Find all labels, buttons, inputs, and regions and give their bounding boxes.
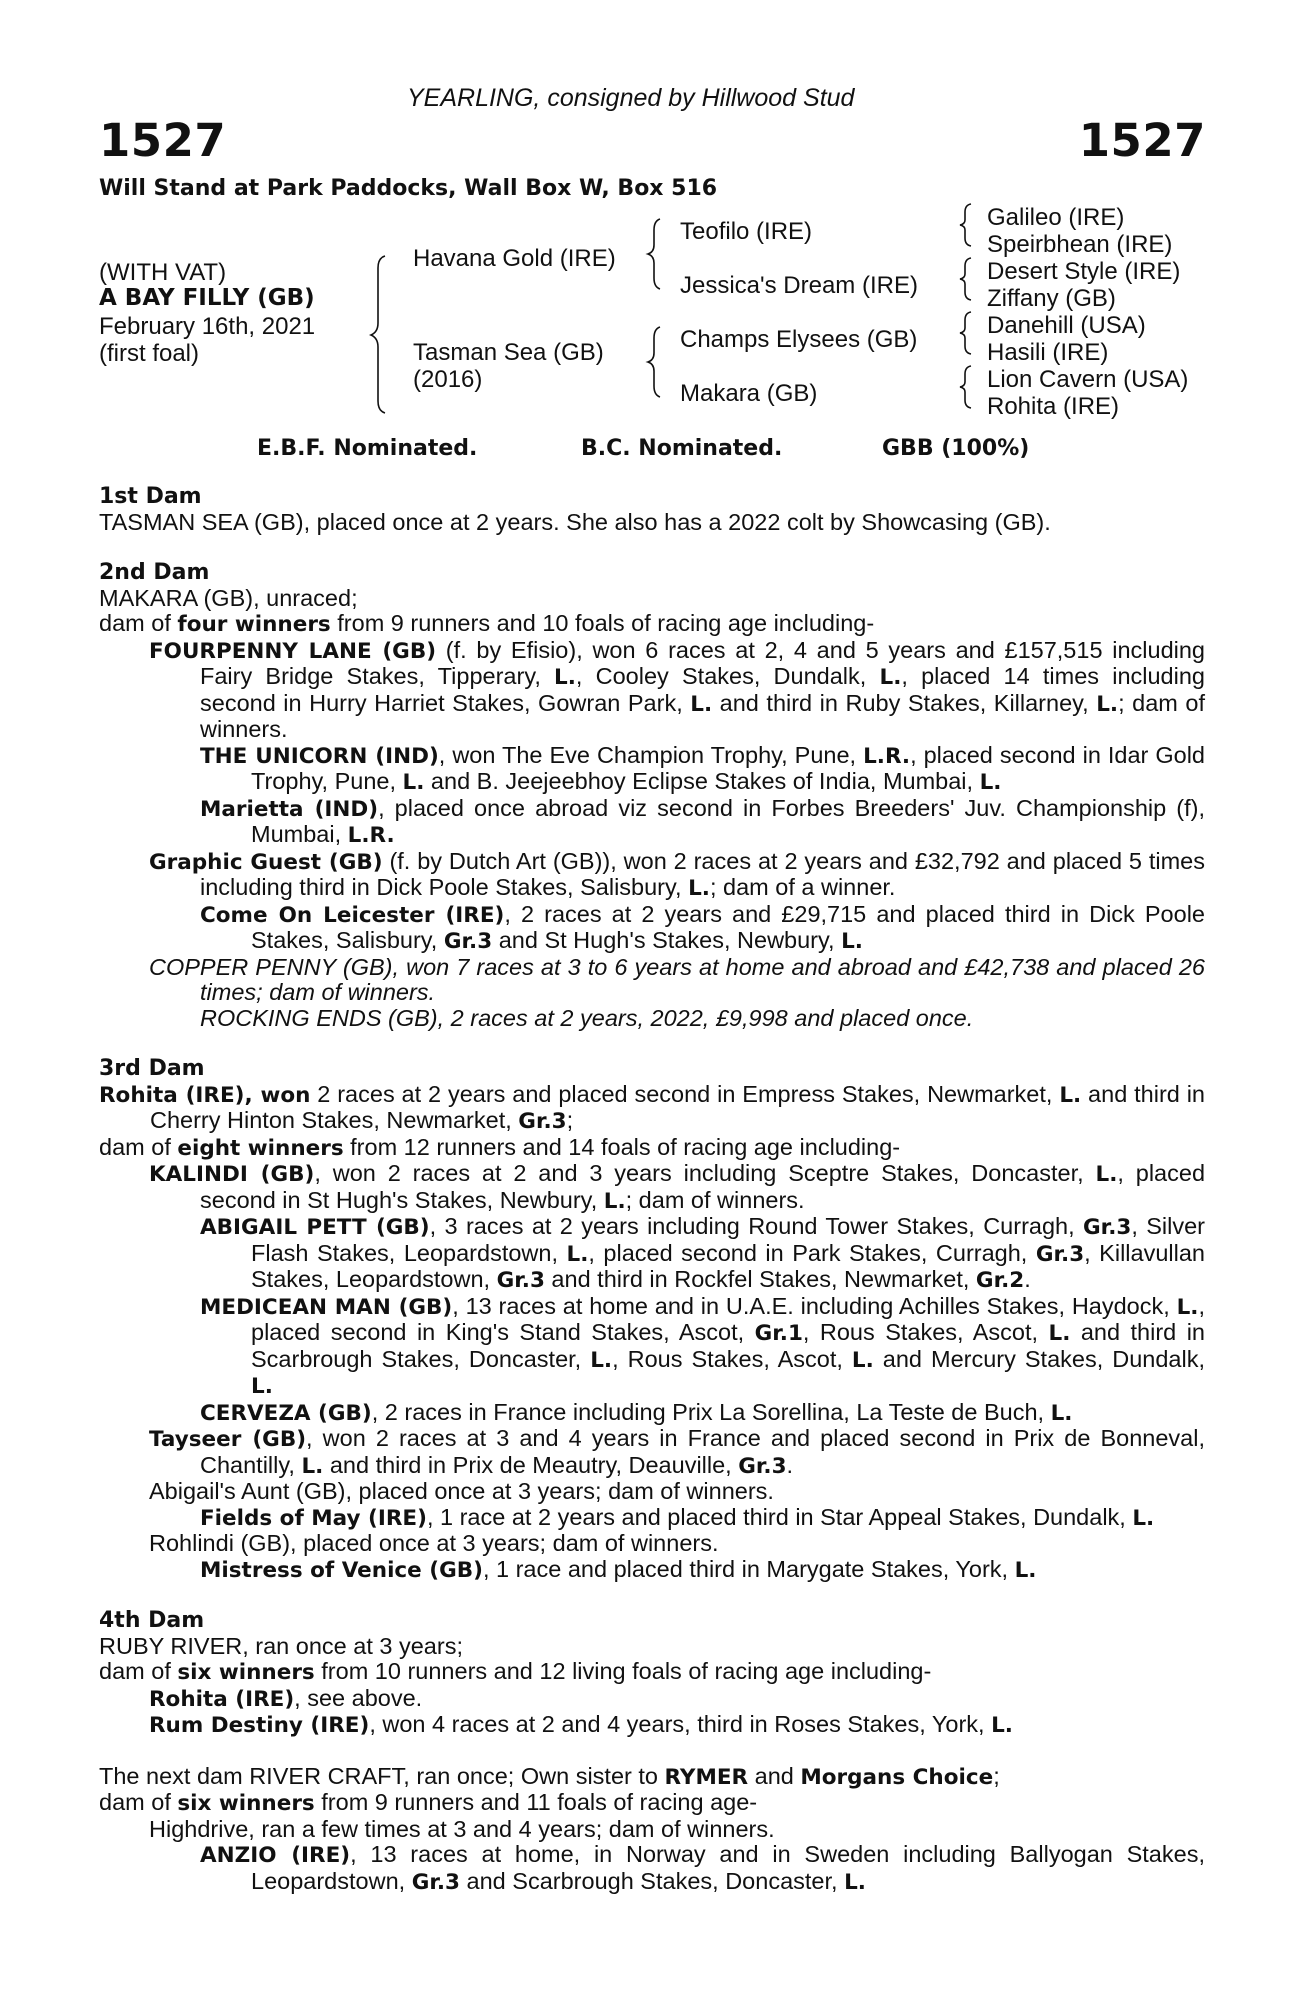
- bracket-sd: [960, 258, 971, 300]
- entry-mistress-of-venice: Mistress of Venice (GB), 1 race and placed third in Marygate Stakes, York, L.: [200, 1555, 1037, 1583]
- bracket-sire: [648, 219, 660, 289]
- next-dam-line1: The next dam RIVER CRAFT, ran once; Own sister to RYMER and Morgans Choice;: [99, 1762, 1000, 1790]
- bracket-dam: [648, 327, 660, 397]
- entry-rohlindi: Rohlindi (GB), placed once at 3 years; dam of winners.: [149, 1530, 719, 1556]
- entry-abigails-aunt: Abigail's Aunt (GB), placed once at 3 years; dam of winners.: [149, 1478, 774, 1504]
- entry-abigail-pett: ABIGAIL PETT (GB), 3 races at 2 years including Round Tower Stakes, Curragh, Gr.3, Silver Flash Stakes, Leopardstown, L., placed second in Park Stakes, Curragh, Gr.3, Killavullan Stakes, Leopardstown, Gr.3 and third in Rockfel Stakes, Newmarket, Gr.2.: [200, 1213, 1205, 1293]
- first-dam-text: TASMAN SEA (GB), placed once at 2 years. She also has a 2022 colt by Showcasing (GB).: [99, 508, 1051, 535]
- entry-fourpenny-lane: FOURPENNY LANE (GB) (f. by Efisio), won 6 races at 2, 4 and 5 years and £157,515 including Fairy Bridge Stakes, Tipperary, L., Cooley Stakes, Dundalk, L., placed 14 times including second in Hurry Harriet Stakes, Gowran Park, L. and third in Ruby Stakes, Killarney, L.; dam of winners.: [149, 636, 1206, 742]
- bracket-ss: [960, 204, 971, 246]
- foaling-date: February 16th, 2021: [99, 313, 316, 340]
- entry-rohita: Rohita (IRE), see above.: [149, 1684, 423, 1712]
- sire-sire: Teofilo (IRE): [680, 218, 813, 245]
- dam-year: (2016): [413, 366, 483, 393]
- entry-kalindi: KALINDI (GB), won 2 races at 2 and 3 years including Sceptre Stakes, Doncaster, L., placed second in St Hugh's Stakes, Newbury, L.; dam of winners.: [149, 1160, 1206, 1214]
- entry-anzio: ANZIO (IRE), 13 races at home, in Norway and in Sweden including Ballyogan Stakes, Leopardstown, Gr.3 and Scarbrough Stakes, Doncaster, L.: [200, 1841, 1205, 1895]
- dam: Tasman Sea (GB): [413, 339, 604, 366]
- entry-rum-destiny: Rum Destiny (IRE), won 4 races at 2 and 4 years, third in Roses Stakes, York, L.: [149, 1711, 1013, 1738]
- entry-medicean-man: MEDICEAN MAN (GB), 13 races at home and in U.A.E. including Achilles Stakes, Haydock, L., placed second in King's Stand Stakes, Ascot, Gr.1, Rous Stakes, Ascot, L. and third in Scarbrough Stakes, Doncaster, L., Rous Stakes, Ascot, L. and Mercury Stakes, Dundalk, L.: [200, 1292, 1206, 1399]
- entry-tayseer: Tayseer (GB), won 2 races at 3 and 4 years in France and placed second in Prix de Bonneval, Chantilly, L. and third in Prix de Meautry, Deauville, Gr.3.: [149, 1425, 1205, 1479]
- entry-the-unicorn: THE UNICORN (IND), won The Eve Champion Trophy, Pune, L.R., placed second in Idar Gold Trophy, Pune, L. and B. Jeejeebhoy Eclipse Stakes of India, Mumbai, L.: [200, 741, 1205, 795]
- ped-gen3-8: Rohita (IRE): [987, 393, 1120, 420]
- gbb-rating: GBB (100%): [882, 436, 1030, 461]
- bc-nomination: B.C. Nominated.: [581, 436, 783, 461]
- third-dam-heading: 3rd Dam: [99, 1056, 205, 1081]
- entry-copper-penny: COPPER PENNY (GB), won 7 races at 3 to 6 years at home and abroad and £42,738 and placed 26 times; dam of winners.: [149, 953, 1205, 1005]
- bracket-dd: [960, 366, 971, 408]
- second-dam-line1: MAKARA (GB), unraced;: [99, 584, 358, 611]
- dam-dam: Makara (GB): [680, 380, 818, 407]
- bracket-ds: [960, 312, 971, 354]
- ped-gen3-2: Speirbhean (IRE): [987, 231, 1173, 258]
- horse-name: A BAY FILLY (GB): [99, 285, 315, 311]
- ped-gen3-5: Danehill (USA): [987, 312, 1146, 339]
- entry-marietta: Marietta (IND), placed once abroad viz second in Forbes Breeders' Juv. Championship (f), Mumbai, L.R.: [200, 794, 1205, 848]
- dam-sire: Champs Elysees (GB): [680, 326, 918, 353]
- sire-dam: Jessica's Dream (IRE): [680, 272, 918, 299]
- stand-location: Will Stand at Park Paddocks, Wall Box W, Box 516: [99, 176, 718, 201]
- sire: Havana Gold (IRE): [413, 245, 616, 272]
- entry-graphic-guest: Graphic Guest (GB) (f. by Dutch Art (GB)), won 2 races at 2 years and £32,792 and placed 5 times including third in Dick Poole Stakes, Salisbury, L.; dam of a winner.: [149, 847, 1205, 901]
- ebf-nomination: E.B.F. Nominated.: [257, 436, 478, 461]
- vat-note: (WITH VAT): [99, 259, 227, 286]
- third-dam-produce-line: dam of eight winners from 12 runners and 14 foals of racing age including-: [99, 1133, 901, 1161]
- consignment-line: YEARLING, consigned by Hillwood Stud: [407, 84, 855, 112]
- ped-gen3-4: Ziffany (GB): [987, 285, 1116, 312]
- entry-come-on-leicester: Come On Leicester (IRE), 2 races at 2 years and £29,715 and placed third in Dick Poole Stakes, Salisbury, Gr.3 and St Hugh's Stakes, Newbury, L.: [200, 900, 1205, 954]
- ped-gen3-1: Galileo (IRE): [987, 204, 1125, 231]
- lot-number-right: 1527: [1078, 114, 1206, 167]
- first-dam-heading: 1st Dam: [99, 484, 202, 509]
- second-dam-produce-line: dam of four winners from 9 runners and 10 foals of racing age including-: [99, 610, 875, 637]
- dam-line-body: [99, 484, 1205, 1895]
- ped-gen3-3: Desert Style (IRE): [987, 258, 1181, 285]
- third-dam-line1: Rohita (IRE), won 2 races at 2 years and placed second in Empress Stakes, Newmarket, L. and third in Cherry Hinton Stakes, Newmarket, Gr.3;: [99, 1080, 1205, 1134]
- second-dam-heading: 2nd Dam: [99, 560, 210, 585]
- fourth-dam-produce-line: dam of six winners from 10 runners and 12 living foals of racing age including-: [99, 1658, 932, 1685]
- next-dam-produce-line: dam of six winners from 9 runners and 11 foals of racing age-: [99, 1789, 758, 1816]
- entry-cerveza: CERVEZA (GB), 2 races in France including Prix La Sorellina, La Teste de Buch, L.: [200, 1398, 1073, 1426]
- ped-gen3-6: Hasili (IRE): [987, 339, 1109, 366]
- foal-note: (first foal): [99, 340, 200, 367]
- entry-highdrive: Highdrive, ran a few times at 3 and 4 years; dam of winners.: [149, 1815, 775, 1842]
- fourth-dam-heading: 4th Dam: [99, 1608, 205, 1633]
- fourth-dam-line1: RUBY RIVER, ran once at 3 years;: [99, 1632, 463, 1659]
- entry-fields-of-may: Fields of May (IRE), 1 race at 2 years and placed third in Star Appeal Stakes, Dundalk, L.: [200, 1503, 1155, 1531]
- entry-rocking-ends: ROCKING ENDS (GB), 2 races at 2 years, 2022, £9,998 and placed once.: [200, 1004, 974, 1031]
- lot-number-left: 1527: [99, 114, 227, 167]
- ped-gen3-7: Lion Cavern (USA): [987, 366, 1189, 393]
- bracket-main: [371, 256, 385, 413]
